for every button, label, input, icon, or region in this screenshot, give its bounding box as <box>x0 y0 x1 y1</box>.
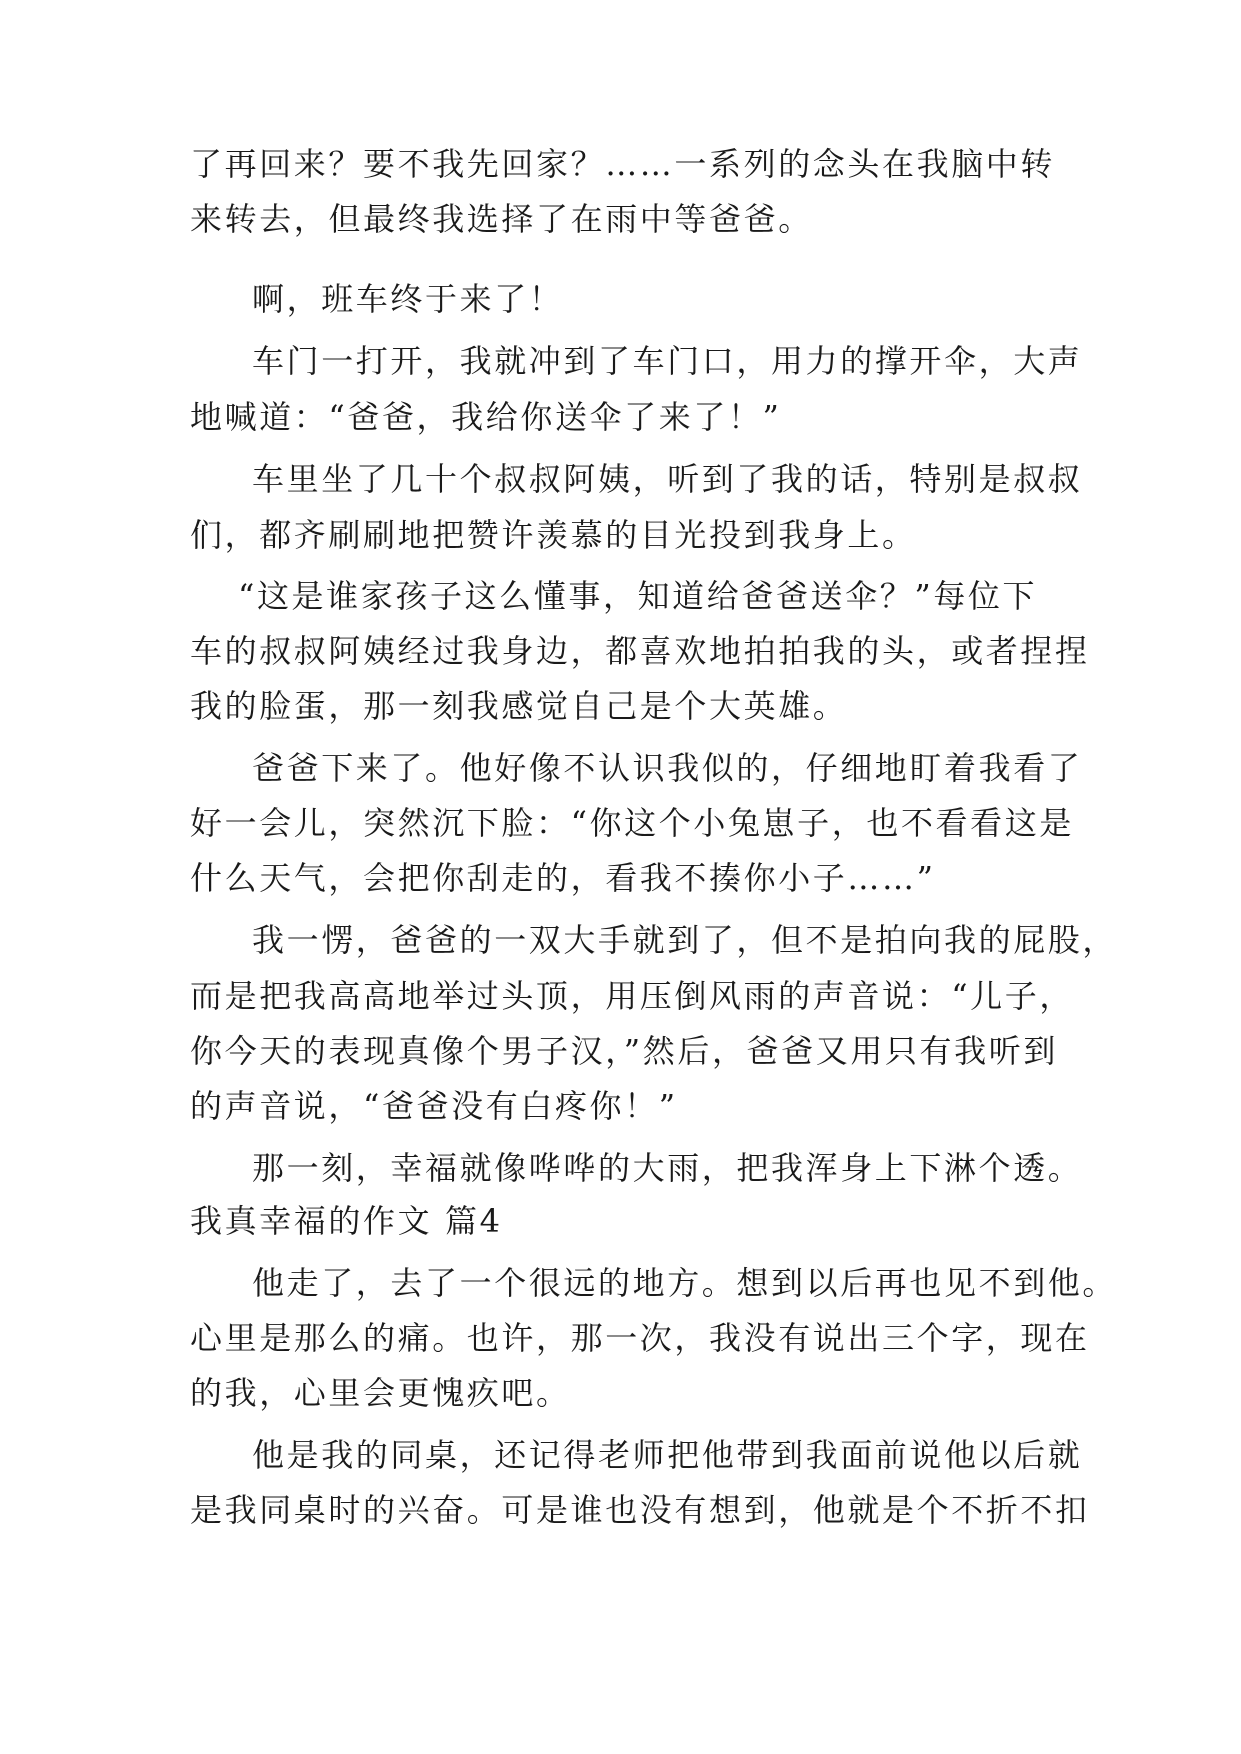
text-line: 好一会儿，突然沉下脸：“你这个小兔崽子，也不看看这是 <box>190 804 1074 842</box>
text-line: “这是谁家孩子这么懂事，知道给爸爸送伞？”每位下 <box>238 577 1038 615</box>
text-line: 我一愣，爸爸的一双大手就到了，但不是拍向我的屁股， <box>252 921 1118 959</box>
text-line: 来转去，但最终我选择了在雨中等爸爸。 <box>190 200 813 238</box>
text-line: 啊，班车终于来了！ <box>252 280 564 318</box>
text-line: 我的脸蛋，那一刻我感觉自己是个大英雄。 <box>190 687 848 725</box>
text-line: 爸爸下来了。他好像不认识我似的，仔细地盯着我看了 <box>252 749 1083 787</box>
text-line: 什么天气，会把你刮走的，看我不揍你小子……” <box>190 859 936 897</box>
text-line: 车里坐了几十个叔叔阿姨，听到了我的话，特别是叔叔 <box>252 460 1083 498</box>
text-line: 你今天的表现真像个男子汉，”然后，爸爸又用只有我听到 <box>190 1032 1058 1070</box>
section-heading: 我真幸福的作文 篇4 <box>190 1202 503 1240</box>
text-line: 他是我的同桌，还记得老师把他带到我面前说他以后就 <box>252 1436 1083 1474</box>
text-line: 的声音说，“爸爸没有白疼你！” <box>190 1087 678 1125</box>
text-line: 车门一打开，我就冲到了车门口，用力的撑开伞，大声 <box>252 342 1083 380</box>
text-line: 那一刻，幸福就像哗哗的大雨，把我浑身上下淋个透。 <box>252 1149 1083 1187</box>
text-line: 而是把我高高地举过头顶，用压倒风雨的声音说：“儿子， <box>190 977 1074 1015</box>
text-line: 车的叔叔阿姨经过我身边，都喜欢地拍拍我的头，或者捏捏 <box>190 632 1090 670</box>
text-line: 是我同桌时的兴奋。可是谁也没有想到，他就是个不折不扣 <box>190 1491 1090 1529</box>
text-line: 地喊道：“爸爸，我给你送伞了来了！” <box>190 398 782 436</box>
text-line: 的我，心里会更愧疚吧。 <box>190 1374 571 1412</box>
text-line: 了再回来？要不我先回家？……一系列的念头在我脑中转 <box>190 145 1056 183</box>
text-line: 他走了，去了一个很远的地方。想到以后再也见不到他。 <box>252 1264 1118 1302</box>
text-line: 心里是那么的痛。也许，那一次，我没有说出三个字，现在 <box>190 1319 1090 1357</box>
text-line: 们，都齐刷刷地把赞许羡慕的目光投到我身上。 <box>190 516 917 554</box>
